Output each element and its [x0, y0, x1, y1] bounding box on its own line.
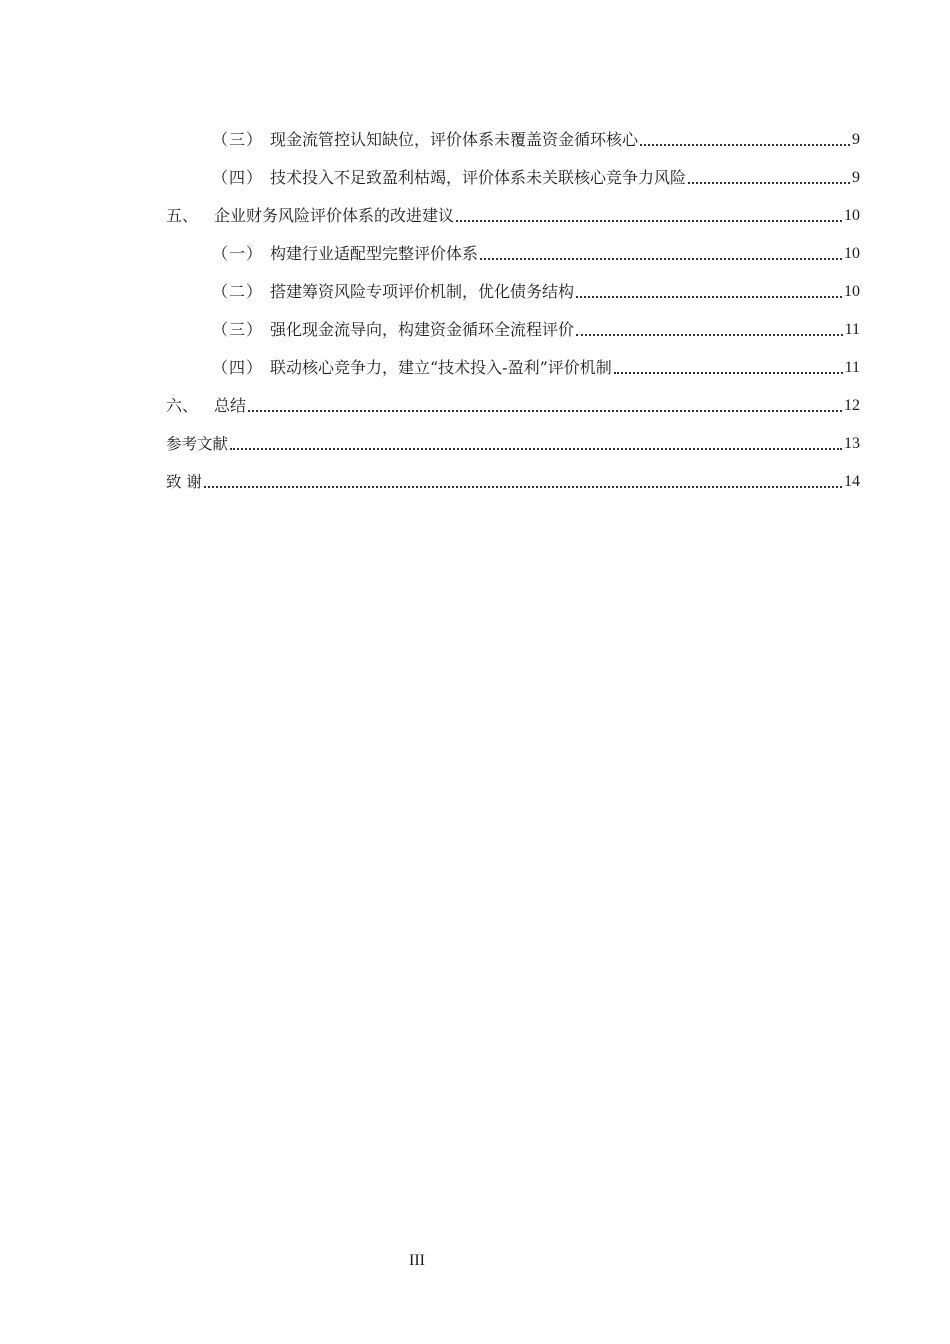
toc-entry-page: 9: [852, 131, 860, 148]
toc-entry-title: 企业财务风险评价体系的改进建议: [214, 206, 455, 225]
toc-entry-5-3[interactable]: [166, 303, 860, 341]
toc-entry-acknowledgements[interactable]: [166, 455, 860, 493]
toc-dot-leader: [456, 220, 842, 222]
toc-dot-leader: [688, 182, 850, 184]
toc-entry-3-4[interactable]: [166, 151, 860, 189]
toc-dot-leader: [640, 144, 850, 146]
toc-entry-title: 构建行业适配型完整评价体系: [270, 244, 479, 263]
toc-entry-5[interactable]: [166, 189, 860, 227]
toc-dot-leader: [614, 372, 843, 374]
toc-entry-title: 搭建筹资风险专项评价机制，优化债务结构: [270, 282, 575, 301]
toc-dot-leader: [230, 448, 842, 450]
toc-entry-title: 联动核心竞争力，建立“技术投入-盈利”评价机制: [270, 358, 612, 377]
toc-entry-references[interactable]: [166, 417, 860, 455]
toc-entry-number: （四）: [212, 168, 264, 187]
toc-entry-number: 六、: [166, 396, 199, 415]
toc-entry-page: 10: [844, 245, 860, 262]
toc-entry-title: 总结: [214, 396, 247, 415]
toc-entry-page: 11: [844, 321, 860, 338]
toc-entry-page: 9: [852, 169, 860, 186]
toc-dot-leader: [480, 258, 842, 260]
toc-dot-leader: [576, 296, 842, 298]
toc-entry-number: （一）: [212, 244, 264, 263]
toc-entry-page: 11: [844, 359, 860, 376]
toc-entry-page: 10: [844, 207, 860, 224]
toc-entry-number: （四）: [212, 358, 264, 377]
toc-entry-page: 13: [844, 435, 860, 452]
table-of-contents: [166, 113, 860, 493]
toc-entry-number: （三）: [212, 320, 264, 339]
toc-entry-6[interactable]: [166, 379, 860, 417]
page-number-footer: III: [409, 1252, 425, 1269]
toc-entry-number: 五、: [166, 206, 199, 225]
toc-dot-leader: [576, 334, 843, 336]
toc-entry-page: 12: [844, 397, 860, 414]
toc-entry-title: 现金流管控认知缺位，评价体系未覆盖资金循环核心: [270, 130, 639, 149]
toc-entry-title: 强化现金流导向，构建资金循环全流程评价: [270, 320, 575, 339]
toc-entry-page: 14: [844, 473, 860, 490]
toc-entry-title: 参考文献: [166, 435, 229, 453]
toc-entry-title: 致 谢: [166, 473, 202, 491]
toc-entry-5-4[interactable]: [166, 341, 860, 379]
toc-entry-page: 10: [844, 283, 860, 300]
toc-entry-5-2[interactable]: [166, 265, 860, 303]
toc-entry-title: 技术投入不足致盈利枯竭，评价体系未关联核心竞争力风险: [270, 168, 687, 187]
toc-dot-leader: [248, 410, 842, 412]
toc-dot-leader: [204, 486, 842, 488]
toc-entry-3-3[interactable]: [166, 113, 860, 151]
toc-entry-5-1[interactable]: [166, 227, 860, 265]
toc-entry-number: （二）: [212, 282, 264, 301]
toc-entry-number: （三）: [212, 130, 264, 149]
